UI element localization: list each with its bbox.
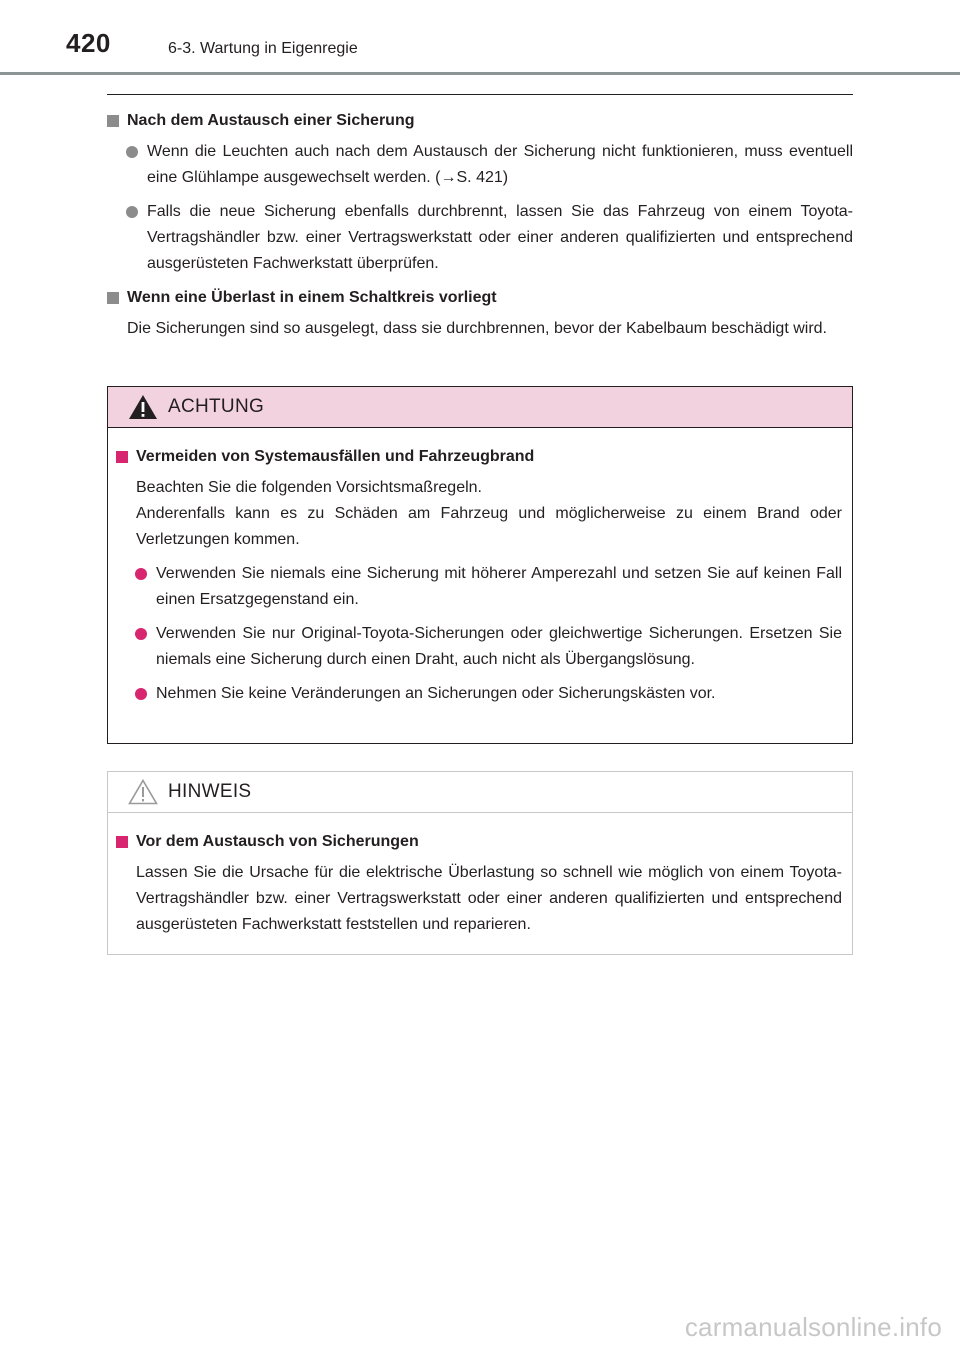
- square-bullet-icon: [116, 451, 128, 463]
- page-number: 420: [66, 28, 111, 58]
- round-bullet-icon: [126, 206, 138, 218]
- achtung-intro: Beachten Sie die folgenden Vorsichtsmaßregeln.: [136, 479, 482, 496]
- paragraph: Die Sicherungen sind so ausgelegt, dass sie durchbrennen, bevor der Kabelbaum beschädigt wird.: [127, 320, 827, 337]
- round-bullet-icon: [126, 146, 138, 158]
- page-header: [0, 0, 960, 78]
- hinweis-header: [108, 772, 852, 813]
- round-bullet-icon: [135, 628, 147, 640]
- hinweis-text: Lassen Sie die Ursache für die elektrische Überlastung so schnell wie möglich von einem Toyota-Vertragshändler bzw. einer Vertragswerkstatt oder einer anderen qualifizierten und entsprechend ausgerüsteten Fachwerkstatt feststellen und reparieren.: [136, 864, 842, 933]
- notice-icon: [128, 779, 158, 805]
- bullet-text: Falls die neue Sicherung ebenfalls durchbrennt, lassen Sie das Fahrzeug von einem Toyota-Vertragshändler bzw. einer Vertragswerkstatt oder einer anderen qualifizierten und entsprechend ausgerüsteten Fachwerkstatt überprüfen.: [147, 203, 853, 272]
- achtung-box: [107, 386, 853, 744]
- square-bullet-icon: [116, 836, 128, 848]
- square-bullet-icon: [107, 292, 119, 304]
- watermark: carmanualsonline.info: [684, 1312, 942, 1342]
- achtung-body: [108, 428, 852, 727]
- bullet-item: [107, 199, 853, 277]
- bullet-text: Nehmen Sie keine Veränderungen an Sicherungen oder Sicherungskästen vor.: [156, 685, 716, 702]
- achtung-title: ACHTUNG: [168, 396, 265, 417]
- hinweis-box: [107, 771, 853, 955]
- hinweis-title: HINWEIS: [168, 781, 252, 802]
- achtung-heading: [116, 444, 842, 470]
- section-heading-text: Wenn eine Überlast in einem Schaltkreis vorliegt: [127, 289, 497, 306]
- section-heading: [107, 108, 853, 134]
- header-rule: [0, 72, 960, 75]
- bullet-text: Verwenden Sie niemals eine Sicherung mit höherer Amperezahl und setzen Sie auf keinen Fall einen Ersatzgegenstand ein.: [156, 565, 842, 608]
- section-heading-text: Nach dem Austausch einer Sicherung: [127, 112, 415, 129]
- achtung-header: [108, 387, 852, 428]
- hinweis-heading: [116, 829, 842, 855]
- round-bullet-icon: [135, 568, 147, 580]
- achtung-heading-text: Vermeiden von Systemausfällen und Fahrzeugbrand: [136, 448, 535, 465]
- bullet-text: Verwenden Sie nur Original-Toyota-Sicherungen oder gleichwertige Sicherungen. Ersetzen Sie niemals eine Sicherung durch einen Draht, auch nicht als Übergangslösung.: [156, 625, 842, 668]
- achtung-bullet: [116, 681, 842, 707]
- main-content: [107, 108, 853, 350]
- square-bullet-icon: [107, 115, 119, 127]
- section-heading: [107, 285, 853, 311]
- bullet-item: [107, 139, 853, 191]
- achtung-bullet: [116, 561, 842, 613]
- achtung-intro-2: Anderenfalls kann es zu Schäden am Fahrzeug und möglicherweise zu einem Brand oder Verletzungen kommen.: [136, 505, 842, 548]
- section-title: 6-3. Wartung in Eigenregie: [168, 40, 358, 57]
- round-bullet-icon: [135, 688, 147, 700]
- content-rule: [107, 94, 853, 95]
- hinweis-heading-text: Vor dem Austausch von Sicherungen: [136, 833, 419, 850]
- achtung-bullet: [116, 621, 842, 673]
- warning-icon: [128, 394, 158, 420]
- hinweis-body: [108, 813, 852, 958]
- bullet-text: Wenn die Leuchten auch nach dem Austausch der Sicherung nicht funktionieren, muss eventuell eine Glühlampe ausgewechselt werden. (→S. 421): [147, 143, 853, 186]
